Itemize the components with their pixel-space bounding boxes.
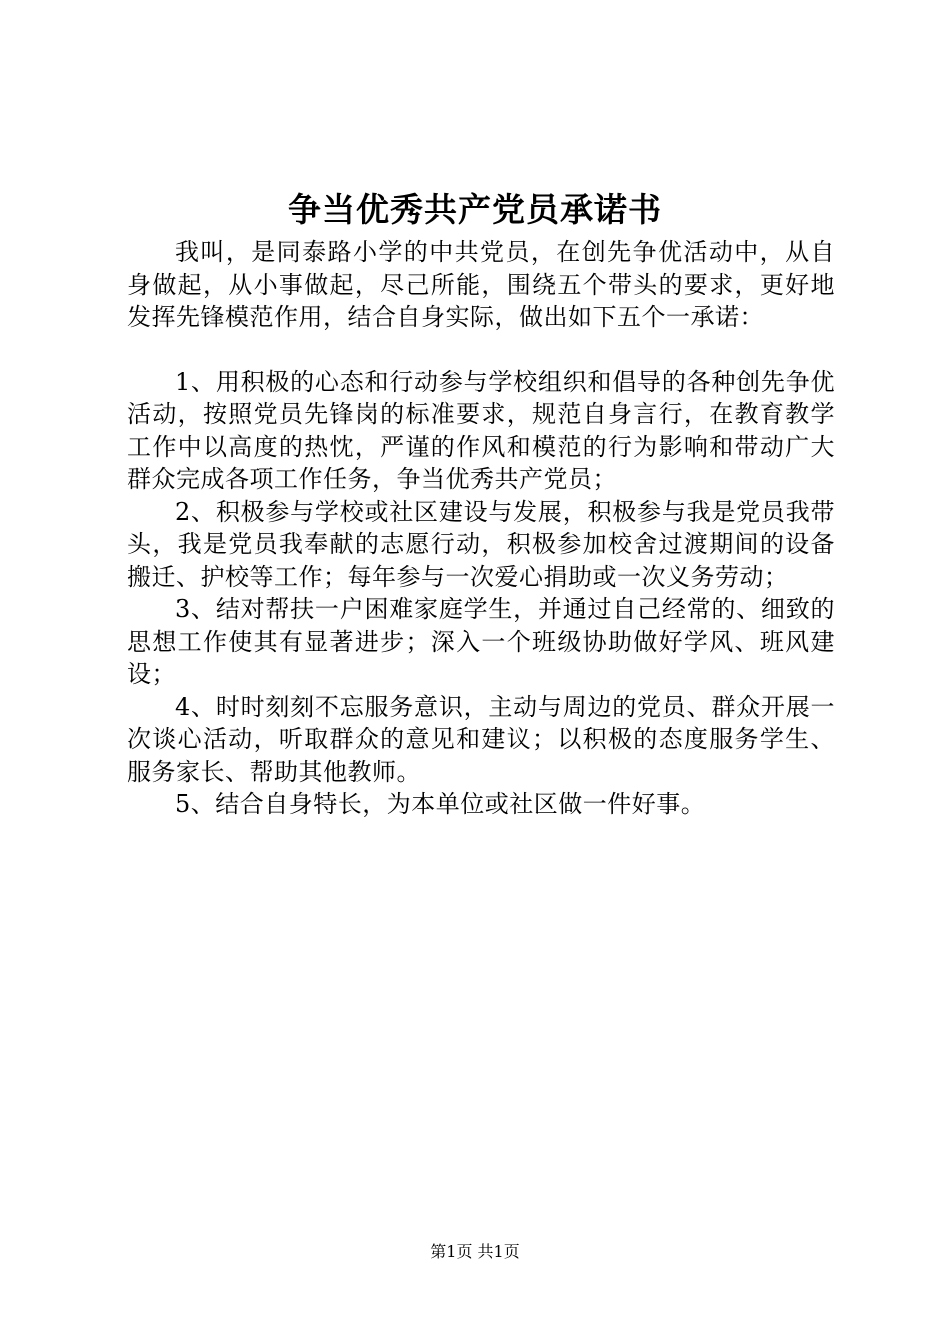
paragraph-gap	[127, 334, 835, 366]
commitment-item-4: 4、时时刻刻不忘服务意识，主动与周边的党员、群众开展一次谈心活动，听取群众的意见和建议；以积极的态度服务学生、服务家长、帮助其他教师。	[127, 692, 835, 786]
document-title: 争当优秀共产党员承诺书	[288, 190, 662, 229]
document-body	[127, 236, 835, 821]
intro-paragraph: 我叫，是同泰路小学的中共党员，在创先争优活动中，从自身做起，从小事做起，尽己所能，围绕五个带头的要求，更好地发挥先锋模范作用，结合自身实际，做出如下五个一承诺：	[127, 238, 835, 331]
page-footer: 第1页 共1页	[430, 1242, 520, 1261]
commitment-item-2: 2、积极参与学校或社区建设与发展，积极参与我是党员我带头，我是党员我奉献的志愿行动，积极参加校舍过渡期间的设备搬迁、护校等工作；每年参与一次爱心捐助或一次义务劳动；	[127, 497, 835, 591]
commitment-item-1: 1、用积极的心态和行动参与学校组织和倡导的各种创先争优活动，按照党员先锋岗的标准要求，规范自身言行，在教育教学工作中以高度的热忱，严谨的作风和模范的行为影响和带动广大群众完成各项工作任务，争当优秀共产党员；	[127, 367, 835, 493]
commitment-item-3: 3、结对帮扶一户困难家庭学生，并通过自己经常的、细致的思想工作使其有显著进步；深入一个班级协助做好学风、班风建设；	[127, 595, 835, 688]
commitment-item-5: 5、结合自身特长，为本单位或社区做一件好事。	[175, 790, 706, 818]
